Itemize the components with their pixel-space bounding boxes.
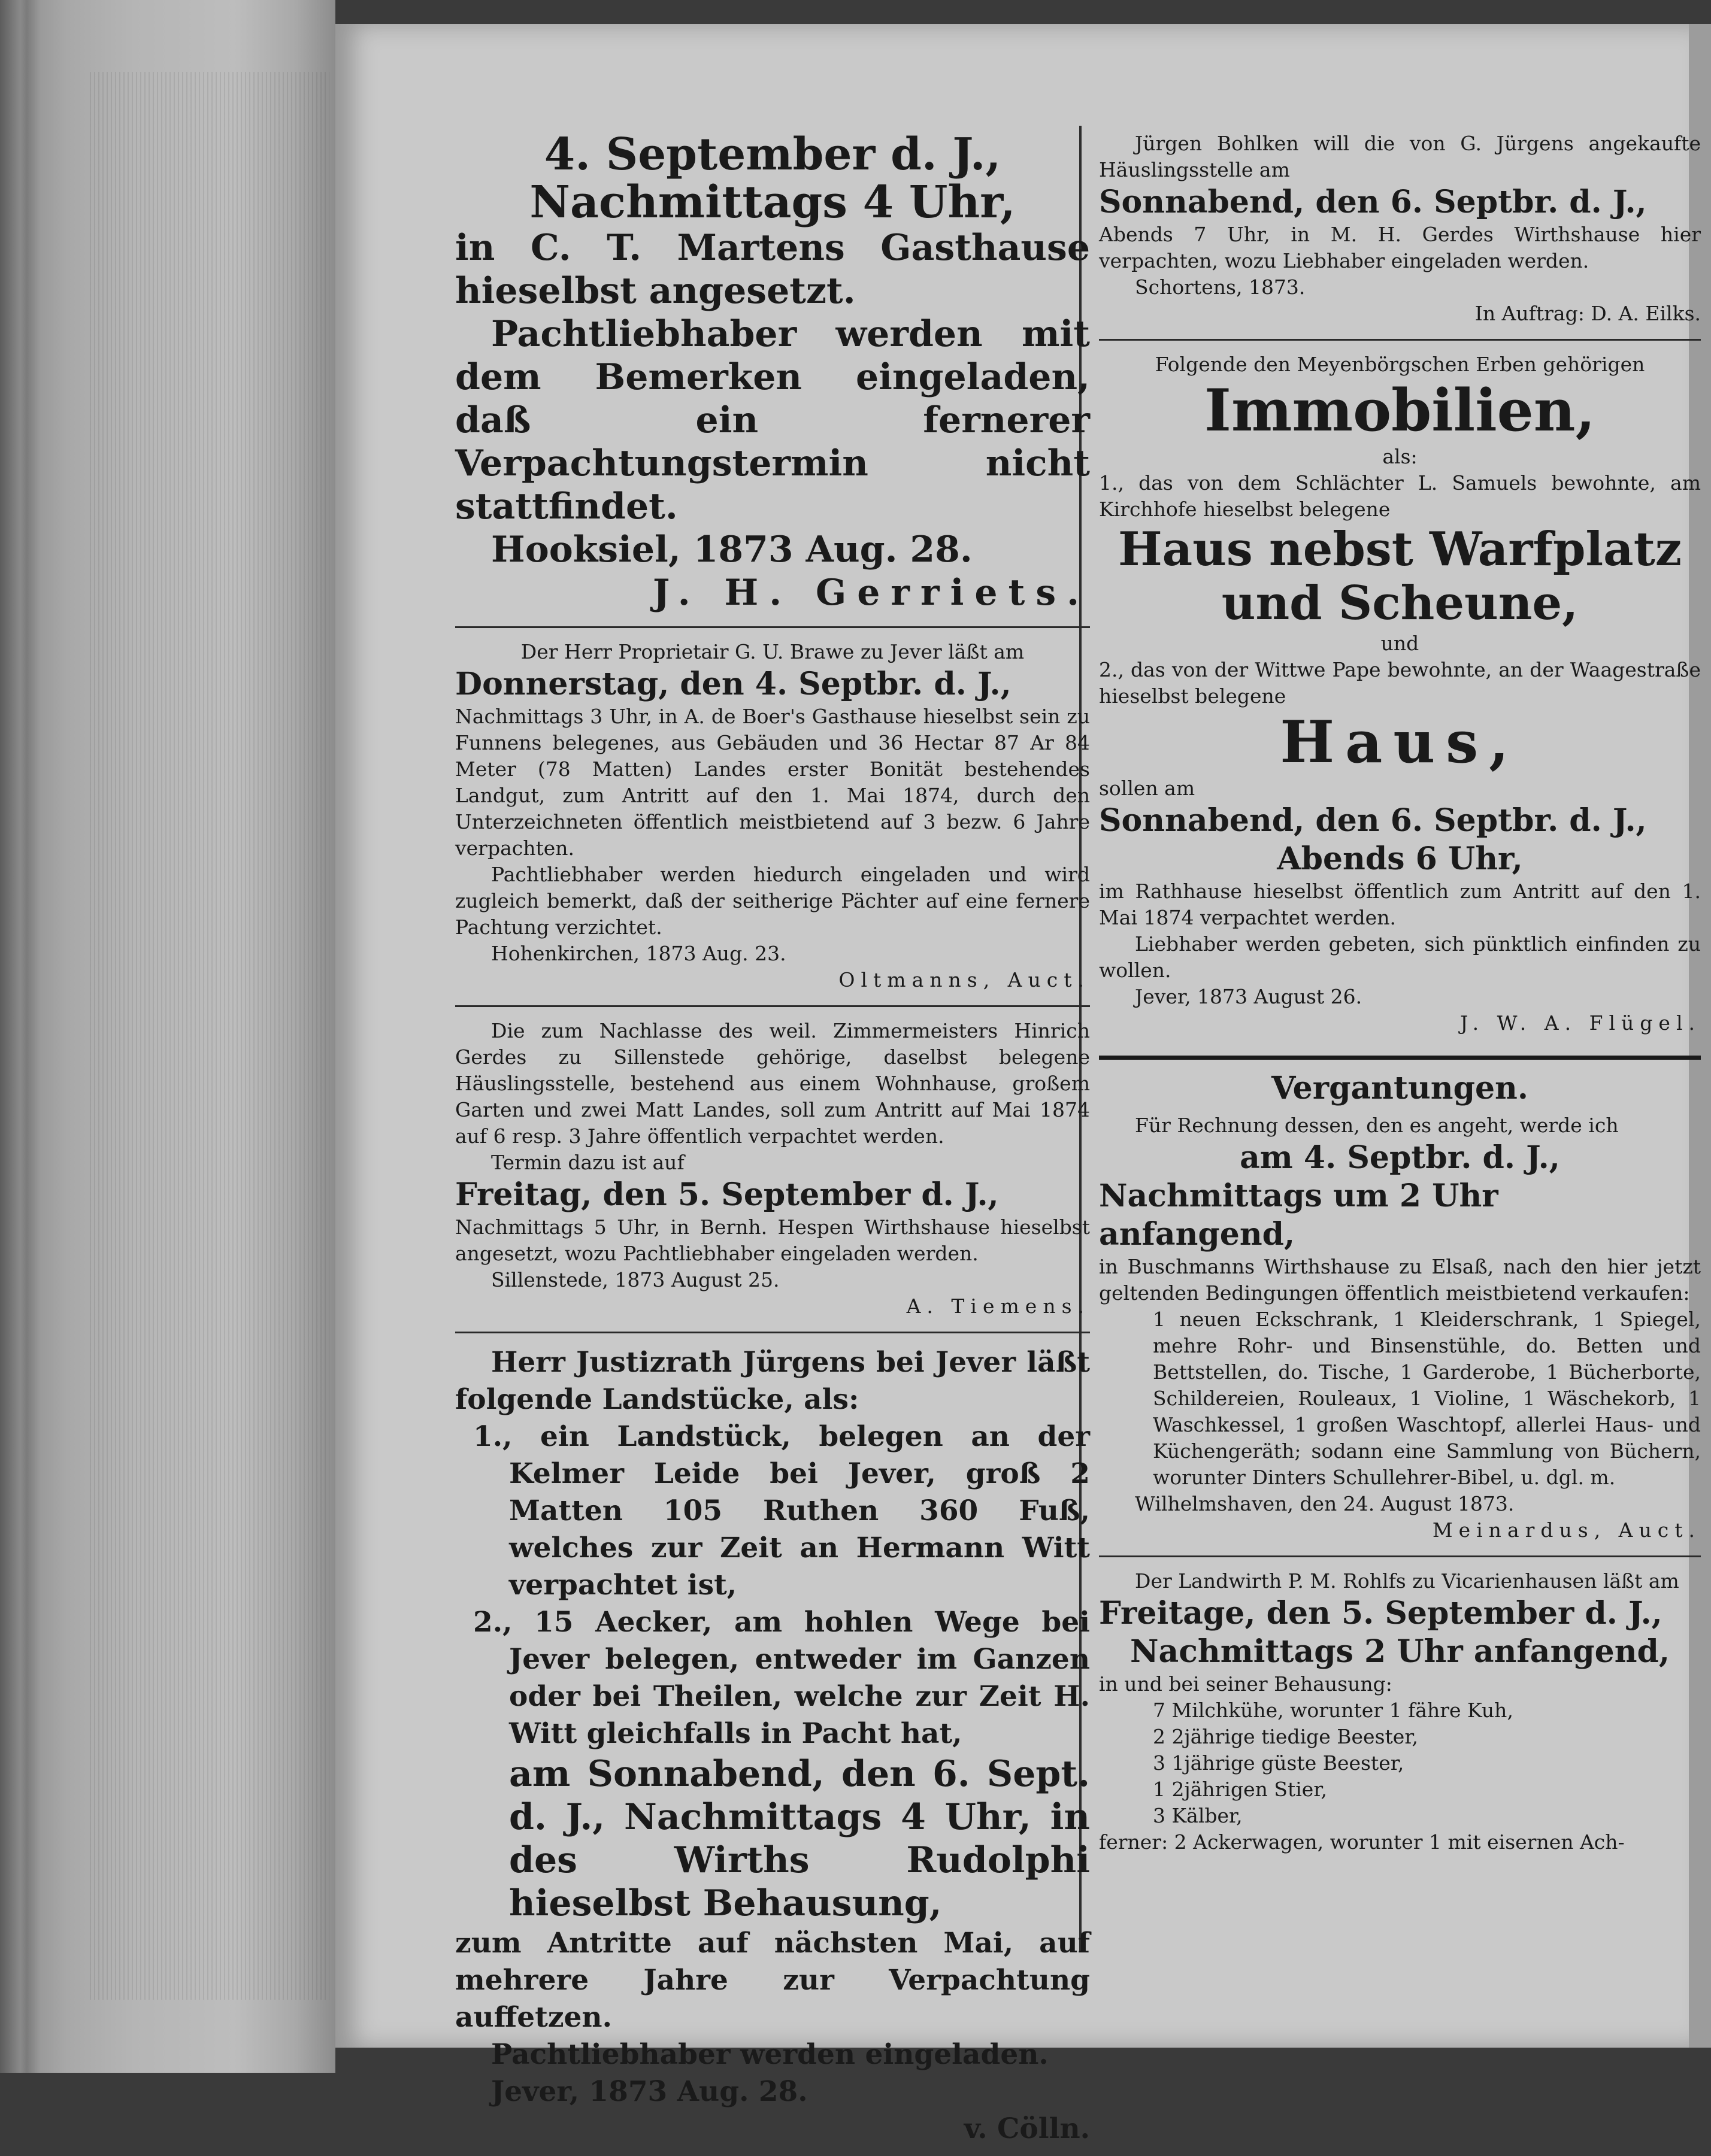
ad-rohlfs-vieh: [1099, 1563, 1701, 1864]
ad-separator: [1099, 339, 1701, 341]
ad-place-date: Wilhelmshaven, den 24. August 1873.: [1135, 1492, 1515, 1515]
ad-time-line: Nachmittags 2 Uhr anfangend,: [1130, 1633, 1670, 1670]
ad-date-line: am 4. Septbr. d. J.,: [1240, 1139, 1560, 1176]
ad-brawe-landgut: [455, 634, 1090, 1002]
ad-signature: A. Tiemens.: [906, 1294, 1090, 1318]
ad-signature: J. W. A. Flügel.: [1460, 1011, 1701, 1035]
section-title: Vergantungen.: [1271, 1070, 1528, 1106]
ad-date-line: Sonnabend, den 6. Septbr. d. J.,: [1099, 802, 1647, 839]
ad-invite: Liebhaber werden gebeten, sich pünktlich einfinden zu wollen.: [1099, 932, 1701, 982]
ad-separator: [1099, 1555, 1701, 1557]
ad-body: im Rathhause hieselbst öffentlich zum Antritt auf den 1. Mai 1874 verpachtet werden.: [1099, 880, 1701, 929]
section-separator: [1099, 1056, 1701, 1060]
ad-place-date: Hooksiel, 1873 Aug. 28.: [491, 529, 973, 571]
list-item: 7 Milchkühe, worunter 1 fähre Kuh,: [1153, 1699, 1513, 1722]
book-page-edges: [0, 0, 335, 2073]
ad-body: in und bei seiner Behausung:: [1099, 1672, 1392, 1696]
ad-time-line: Abends 6 Uhr,: [1277, 841, 1523, 877]
ad-ferner: ferner: 2 Ackerwagen, worunter 1 mit eisernen Ach-: [1099, 1830, 1625, 1854]
ad-item-2: 2., 15 Aecker, am hohlen Wege bei Jever belegen, entweder im Ganzen oder bei Theilen, welche zur Zeit H. Witt gleichfalls in Pacht hat,: [473, 1606, 1090, 1750]
ad-invite: Pachtliebhaber werden hiedurch eingeladen und wird zugleich bemerkt, daß der seitherige Pächter auf eine fernere Pachtung verzichtet.: [455, 863, 1090, 939]
ad-signature: J. H. Gerriets.: [653, 572, 1090, 614]
ad-body: in Buschmanns Wirthshause zu Elsaß, nach den hier jetzt geltenden Bedingungen öffentlich meistbietend verkaufen:: [1099, 1255, 1701, 1305]
ad-item-2: 2., das von der Wittwe Pape bewohnte, an der Waagestraße hieselbst belegene: [1099, 658, 1701, 708]
ad-juergens-landstuecke: [455, 1339, 1090, 2156]
ad-als: als:: [1382, 445, 1418, 468]
ad-bold-block: am Sonnabend, den 6. Sept. d. J., Nachmittags 4 Uhr, in des Wirths Rudolphi hieselbst Behausung,: [509, 1753, 1090, 1924]
ad-items: 1 neuen Eckschrank, 1 Kleiderschrank, 1 Spiegel, mehre Rohr- und Binsenstühle, do. Betten und Bettstellen, do. Tische, 1 Garderobe, 1 Bücherborte, Schildereien, Rouleaux, 1 Violine, 1 Wäschekorb, 1 Waschkessel, 1 großen Waschtopf, allerlei Haus- und Küchengeräth; sodann eine Sammlung von Büchern, worunter Dinters Schullehrer-Bibel, u. dgl. m.: [1153, 1308, 1701, 1489]
list-item: 3 1jährige güste Beester,: [1153, 1751, 1404, 1775]
ad-place-date: Jever, 1873 Aug. 28.: [491, 2075, 808, 2108]
list-item: 3 Kälber,: [1153, 1804, 1243, 1827]
ad-intro: Für Rechnung dessen, den es angeht, werde ich: [1135, 1114, 1619, 1137]
ad-item-2-title: Haus,: [1280, 708, 1520, 776]
ad-signature: In Auftrag: D. A. Eilks.: [1474, 302, 1701, 325]
ad-termin: Termin dazu ist auf: [491, 1151, 685, 1174]
ad-place-date: Jever, 1873 August 26.: [1135, 985, 1362, 1008]
ad-und: und: [1380, 632, 1419, 655]
ad-separator: [455, 1332, 1090, 1333]
ad-body: zum Antritte auf nächsten Mai, auf mehrere Jahre zur Verpachtung auffetzen.: [455, 1927, 1090, 2034]
ad-invite: Pachtliebhaber werden eingeladen.: [491, 2038, 1049, 2071]
ad-gerdes-haeuslingsstelle: [455, 1013, 1090, 1328]
ad-intro: Der Herr Proprietair G. U. Brawe zu Jever läßt am: [520, 640, 1025, 663]
ad-bohlken-haeuslingsstelle: [1099, 126, 1701, 335]
ad-meinardus-vergantung: [1099, 1108, 1701, 1552]
ad-body: in C. T. Martens Gasthause hieselbst angesetzt.: [455, 227, 1090, 312]
ad-intro: Jürgen Bohlken will die von G. Jürgens angekaufte Häuslingsstelle am: [1099, 132, 1701, 181]
ad-place-date: Hohenkirchen, 1873 Aug. 23.: [491, 942, 786, 965]
ad-separator: [455, 1005, 1090, 1007]
ad-body: Die zum Nachlasse des weil. Zimmermeisters Hinrich Gerdes zu Sillenstede gehörige, daselbst belegene Häuslingsstelle, bestehend aus einem Wohnhause, großem Garten und zwei Matt Landes, soll zum Antritt auf Mai 1874 auf 6 resp. 3 Jahre öffentlich verpachtet werden.: [455, 1019, 1090, 1148]
ad-invite: Pachtliebhaber werden mit dem Bemerken eingeladen, daß ein fernerer Verpachtungstermin nicht stattfindet.: [455, 313, 1090, 527]
ad-date-line: Donnerstag, den 4. Septbr. d. J.,: [455, 666, 1012, 702]
ad-item-1-title: Haus nebst Warfplatz und Scheune,: [1118, 522, 1682, 630]
ad-date-line: 4. September d. J.,: [544, 129, 1001, 180]
ad-item-1: 1., ein Landstück, belegen an der Kelmer Leide bei Jever, groß 2 Matten 105 Ruthen 360 Fuß, welches zur Zeit an Hermann Witt verpachtet ist,: [473, 1420, 1090, 1602]
right-column: [1099, 126, 1701, 1864]
ad-signature: Meinardus, Auct.: [1432, 1518, 1701, 1542]
ad-meyenboerg-immobilien: [1099, 347, 1701, 1045]
ad-place-date: Schortens, 1873.: [1135, 275, 1306, 299]
list-item: 1 2jährigen Stier,: [1153, 1778, 1327, 1801]
ad-intro: Folgende den Meyenbörgschen Erben gehörigen: [1155, 353, 1645, 376]
ad-sollen: sollen am: [1099, 777, 1195, 800]
ad-body: Abends 7 Uhr, in M. H. Gerdes Wirthshause hier verpachten, wozu Liebhaber eingeladen werden.: [1099, 223, 1701, 272]
left-column: [455, 126, 1090, 2156]
ad-martens-gasthaus: [455, 126, 1090, 623]
ad-date-line: Sonnabend, den 6. Septbr. d. J.,: [1099, 184, 1647, 220]
ad-intro: Herr Justizrath Jürgens bei Jever läßt folgende Landstücke, als:: [455, 1346, 1090, 1416]
list-item: 2 2jährige tiedige Beester,: [1153, 1725, 1418, 1748]
ad-intro: Der Landwirth P. M. Rohlfs zu Vicarienhausen läßt am: [1135, 1569, 1679, 1593]
ad-time-line: Nachmittags 4 Uhr,: [529, 177, 1016, 228]
ad-body: Nachmittags 3 Uhr, in A. de Boer's Gasthause hieselbst sein zu Funnens belegenes, aus Gebäuden und 36 Hectar 87 Ar 84 Meter (78 Matten) Landes erster Bonität bestehendes Landgut, zum Antritt auf den 1. Mai 1874, durch den Unterzeichneten öffentlich meistbietend auf 3 bezw. 6 Jahre verpachten.: [455, 705, 1090, 860]
ad-place-date: Sillenstede, 1873 August 25.: [491, 1268, 780, 1291]
ad-time-line: Nachmittags um 2 Uhr anfangend,: [1099, 1178, 1498, 1253]
ad-date-line: Freitage, den 5. September d. J.,: [1099, 1595, 1662, 1632]
ad-body-2: Nachmittags 5 Uhr, in Bernh. Hespen Wirthshause hieselbst angesetzt, wozu Pachtliebhaber eingeladen werden.: [455, 1215, 1090, 1265]
ad-signature: Oltmanns, Auct.: [838, 968, 1090, 991]
ad-title: Immobilien,: [1204, 377, 1595, 444]
ad-separator: [455, 626, 1090, 628]
ad-signature: v. Cölln.: [964, 2112, 1090, 2145]
newspaper-page: [335, 24, 1701, 2145]
ad-item-1: 1., das von dem Schlächter L. Samuels bewohnte, am Kirchhofe hieselbst belegene: [1099, 471, 1701, 521]
ad-date-line: Freitag, den 5. September d. J.,: [455, 1176, 999, 1213]
